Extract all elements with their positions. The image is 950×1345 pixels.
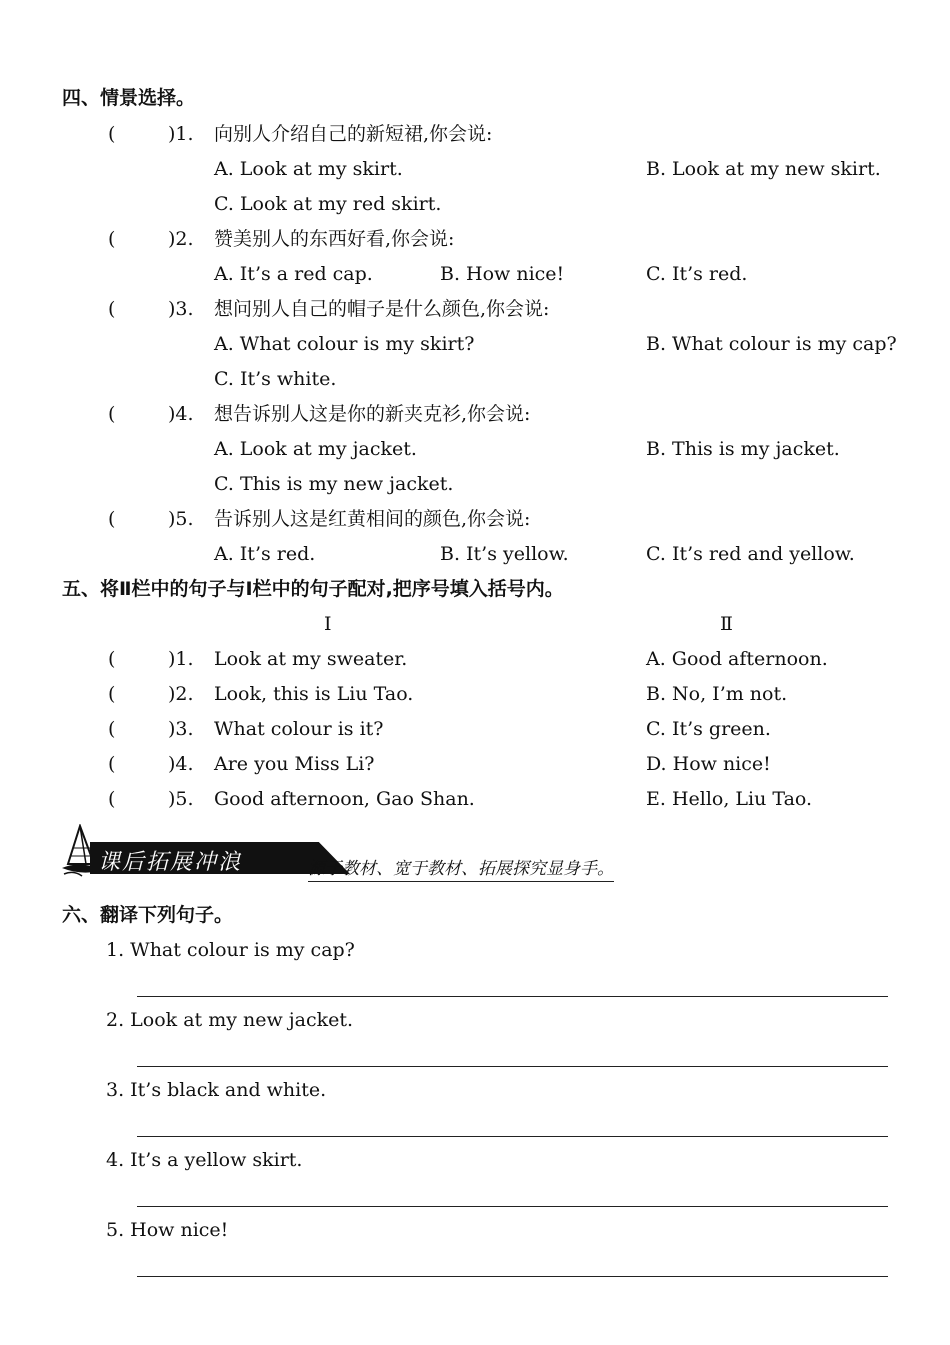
match-left: Are you Miss Li? bbox=[214, 753, 375, 775]
match-number: )4. bbox=[168, 753, 194, 775]
answer-paren-open[interactable]: ( bbox=[108, 788, 116, 810]
translate-item: 3. It’s black and white. bbox=[106, 1079, 327, 1101]
answer-paren-open[interactable]: ( bbox=[108, 508, 116, 530]
match-right: D. How nice! bbox=[646, 753, 771, 775]
question-number: )3. bbox=[168, 298, 194, 320]
match-number: )1. bbox=[168, 648, 194, 670]
option-a: A. What colour is my skirt? bbox=[214, 333, 475, 355]
match-right: A. Good afternoon. bbox=[646, 648, 828, 670]
section4-heading: 四、情景选择。 bbox=[62, 87, 196, 109]
question-number: )2. bbox=[168, 228, 194, 250]
option-a: A. It’s a red cap. bbox=[214, 263, 373, 285]
match-number: )5. bbox=[168, 788, 194, 810]
match-left: What colour is it? bbox=[214, 718, 384, 740]
section-banner bbox=[60, 824, 660, 884]
question-number: )5. bbox=[168, 508, 194, 530]
option-b: B. How nice! bbox=[440, 263, 565, 285]
answer-paren-open[interactable]: ( bbox=[108, 298, 116, 320]
match-left: Look, this is Liu Tao. bbox=[214, 683, 414, 705]
answer-line[interactable] bbox=[137, 1206, 888, 1207]
match-left: Look at my sweater. bbox=[214, 648, 408, 670]
match-number: )2. bbox=[168, 683, 194, 705]
option-c: C. This is my new jacket. bbox=[214, 473, 454, 495]
banner-subtitle: 源于教材、宽于教材、拓展探究显身手。 bbox=[308, 854, 614, 882]
answer-paren-open[interactable]: ( bbox=[108, 123, 116, 145]
option-b: B. Look at my new skirt. bbox=[646, 158, 881, 180]
column-header-1: Ⅰ bbox=[324, 613, 332, 635]
question-number: )4. bbox=[168, 403, 194, 425]
translate-item: 1. What colour is my cap? bbox=[106, 939, 355, 961]
answer-paren-open[interactable]: ( bbox=[108, 753, 116, 775]
option-c: C. It’s white. bbox=[214, 368, 337, 390]
answer-paren-open[interactable]: ( bbox=[108, 228, 116, 250]
question-stem: 告诉别人这是红黄相间的颜色,你会说: bbox=[214, 508, 531, 530]
match-right: E. Hello, Liu Tao. bbox=[646, 788, 813, 810]
question-number: )1. bbox=[168, 123, 194, 145]
answer-paren-open[interactable]: ( bbox=[108, 648, 116, 670]
answer-paren-open[interactable]: ( bbox=[108, 403, 116, 425]
match-number: )3. bbox=[168, 718, 194, 740]
option-c: C. Look at my red skirt. bbox=[214, 193, 442, 215]
option-c: C. It’s red and yellow. bbox=[646, 543, 855, 565]
answer-line[interactable] bbox=[137, 1136, 888, 1137]
option-c: C. It’s red. bbox=[646, 263, 748, 285]
translate-item: 2. Look at my new jacket. bbox=[106, 1009, 354, 1031]
question-stem: 想问别人自己的帽子是什么颜色,你会说: bbox=[214, 298, 550, 320]
option-b: B. What colour is my cap? bbox=[646, 333, 897, 355]
answer-paren-open[interactable]: ( bbox=[108, 718, 116, 740]
answer-paren-open[interactable]: ( bbox=[108, 683, 116, 705]
section6-heading: 六、翻译下列句子。 bbox=[62, 904, 234, 926]
answer-line[interactable] bbox=[137, 1066, 888, 1067]
banner-title: 课后拓展冲浪 bbox=[98, 850, 243, 875]
match-right: C. It’s green. bbox=[646, 718, 771, 740]
question-stem: 赞美别人的东西好看,你会说: bbox=[214, 228, 455, 250]
match-right: B. No, I’m not. bbox=[646, 683, 788, 705]
section5-heading: 五、将Ⅱ栏中的句子与Ⅰ栏中的句子配对,把序号填入括号内。 bbox=[62, 578, 564, 600]
option-a: A. It’s red. bbox=[214, 543, 316, 565]
match-left: Good afternoon, Gao Shan. bbox=[214, 788, 475, 810]
option-a: A. Look at my skirt. bbox=[214, 158, 403, 180]
option-b: B. This is my jacket. bbox=[646, 438, 840, 460]
column-header-2: Ⅱ bbox=[720, 613, 733, 635]
translate-item: 5. How nice! bbox=[106, 1219, 229, 1241]
question-stem: 想告诉别人这是你的新夹克衫,你会说: bbox=[214, 403, 531, 425]
answer-line[interactable] bbox=[137, 996, 888, 997]
question-stem: 向别人介绍自己的新短裙,你会说: bbox=[214, 123, 493, 145]
option-a: A. Look at my jacket. bbox=[214, 438, 417, 460]
translate-item: 4. It’s a yellow skirt. bbox=[106, 1149, 303, 1171]
option-b: B. It’s yellow. bbox=[440, 543, 569, 565]
answer-line[interactable] bbox=[137, 1276, 888, 1277]
